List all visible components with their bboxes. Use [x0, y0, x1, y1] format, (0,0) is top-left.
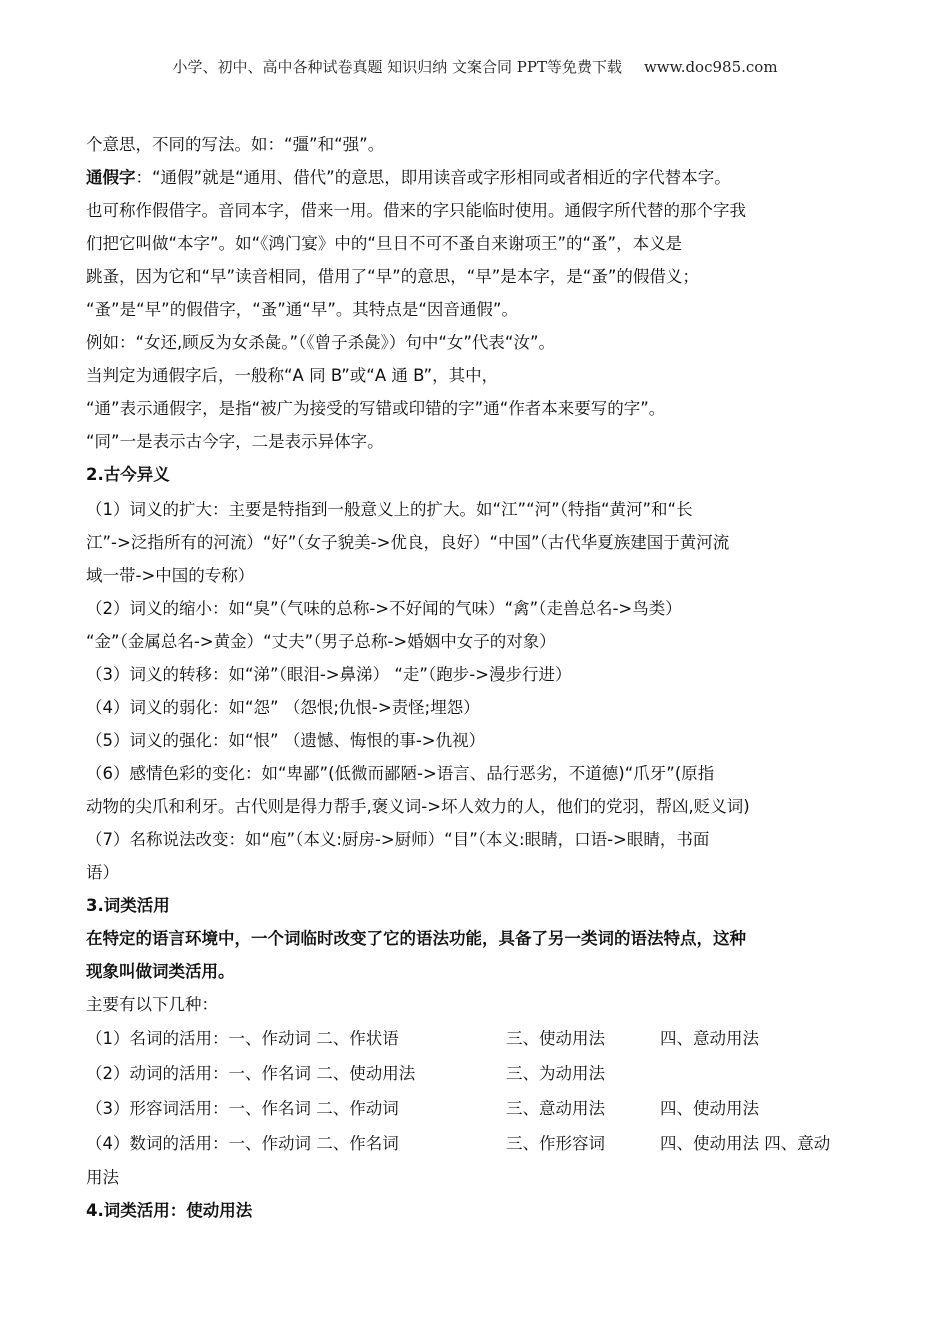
section-heading-3: 3.词类活用	[86, 896, 170, 915]
huoyong-row	[86, 1056, 866, 1091]
text-line: 用法	[86, 1168, 119, 1187]
text-line: （3）词义的转移：如“涕”（眼泪->鼻涕） “走”（跑步->漫步行进）	[86, 665, 572, 684]
row-col-1: （2）动词的活用：一、作名词 二、使动用法	[86, 1064, 416, 1083]
text-line: “金”（金属总名->黄金）“丈夫”（男子总称->婚姻中女子的对象）	[86, 632, 556, 651]
row-col-3: 四、意动用法	[660, 1029, 759, 1048]
text-line: （1）词义的扩大：主要是特指到一般意义上的扩大。如“江”“河”（特指“黄河”和“长	[86, 500, 693, 519]
header-text: 小学、初中、高中各种试卷真题 知识归纳 文案合同 PPT等免费下载	[172, 58, 622, 76]
text-line: 也可称作假借字。音同本字，借来一用。借来的字只能临时使用。通假字所代替的那个字我	[86, 201, 746, 220]
text-line: 域一带->中国的专称）	[86, 566, 255, 585]
text-line: 们把它叫做“本字”。如“《鸿门宴》中的“旦日不可不蚤自来谢项王”的“蚤”，本义是	[86, 234, 683, 253]
row-col-3	[660, 1056, 866, 1091]
definition-line: 在特定的语言环境中，一个词临时改变了它的语法功能，具备了另一类词的语法特点，这种	[86, 929, 746, 948]
text-line: 语）	[86, 863, 119, 882]
text-line: 主要有以下几种：	[86, 995, 218, 1014]
text-line: （2）词义的缩小：如“臭”（气味的总称->不好闻的气味）“禽”（走兽总名->鸟类）	[86, 599, 682, 618]
row-col-1: （3）形容词活用：一、作名词 二、作动词	[86, 1099, 399, 1118]
text-line: “同”一是表示古今字，二是表示异体字。	[86, 432, 384, 451]
text-line: （5）词义的强化：如“恨” （遗憾、悔恨的事->仇视）	[86, 731, 486, 750]
section-heading-4: 4.词类活用：使动用法	[86, 1201, 253, 1220]
huoyong-row	[86, 1091, 866, 1126]
row-col-2: 三、为动用法	[506, 1064, 605, 1083]
text-line: 跳蚤，因为它和“早”读音相同，借用了“早”的意思，“早”是本字，是“蚤”的假借义；	[86, 267, 699, 286]
text-line: 江”->泛指所有的河流）“好”（女子貌美->优良，良好）“中国”（古代华夏族建国于黄河流	[86, 533, 730, 552]
text-line: 动物的尖爪和利牙。古代则是得力帮手,褒义词->坏人效力的人，他们的党羽，帮凶,贬义词)	[86, 797, 750, 816]
row-col-3: 四、使动用法 四、意动	[660, 1134, 831, 1153]
tongjia-label: 通假字	[86, 168, 136, 187]
text-line: “通”表示通假字，是指“被广为接受的写错或印错的字”通“作者本来要写的字”。	[86, 399, 666, 418]
header-url[interactable]: www.doc985.com	[643, 58, 778, 76]
text-line: （7）名称说法改变：如“庖”（本义:厨房->厨师）“目”（本义:眼睛，口语->眼睛，书面	[86, 830, 710, 849]
text-line: ：“通假”就是“通用、借代”的意思，即用读音或字形相同或者相近的字代替本字。	[135, 168, 731, 187]
text-line: 个意思，不同的写法。如：“彊”和“强”。	[86, 135, 385, 154]
document-body	[86, 128, 866, 1227]
text-line: （4）词义的弱化：如“怨” （怨恨;仇恨->责怪;埋怨）	[86, 698, 480, 717]
text-line: 例如：“女还,顾反为女杀彘。”（《曾子杀彘》）句中“女”代表“汝”。	[86, 333, 556, 352]
huoyong-row	[86, 1021, 866, 1056]
row-col-1: （4）数词的活用：一、作动词 二、作名词	[86, 1134, 399, 1153]
tongjia-paragraph	[86, 161, 866, 194]
definition-line: 现象叫做词类活用。	[86, 962, 235, 981]
row-col-2: 三、使动用法	[506, 1029, 605, 1048]
row-col-2: 三、作形容词	[506, 1134, 605, 1153]
text-line: “蚤”是“早”的假借字，“蚤”通“早”。其特点是“因音通假”。	[86, 300, 518, 319]
section-heading-2: 2.古今异义	[86, 465, 170, 484]
row-col-3: 四、使动用法	[660, 1099, 759, 1118]
row-col-1: （1）名词的活用：一、作动词 二、作状语	[86, 1029, 399, 1048]
row-col-2: 三、意动用法	[506, 1099, 605, 1118]
page-header	[0, 56, 950, 77]
huoyong-row	[86, 1126, 866, 1161]
text-line: 当判定为通假字后，一般称“A 同 B”或“A 通 B”，其中，	[86, 366, 499, 385]
text-line: （6）感情色彩的变化：如“卑鄙”(低微而鄙陋->语言、品行恶劣，不道德)“爪牙”(原指	[86, 764, 715, 783]
